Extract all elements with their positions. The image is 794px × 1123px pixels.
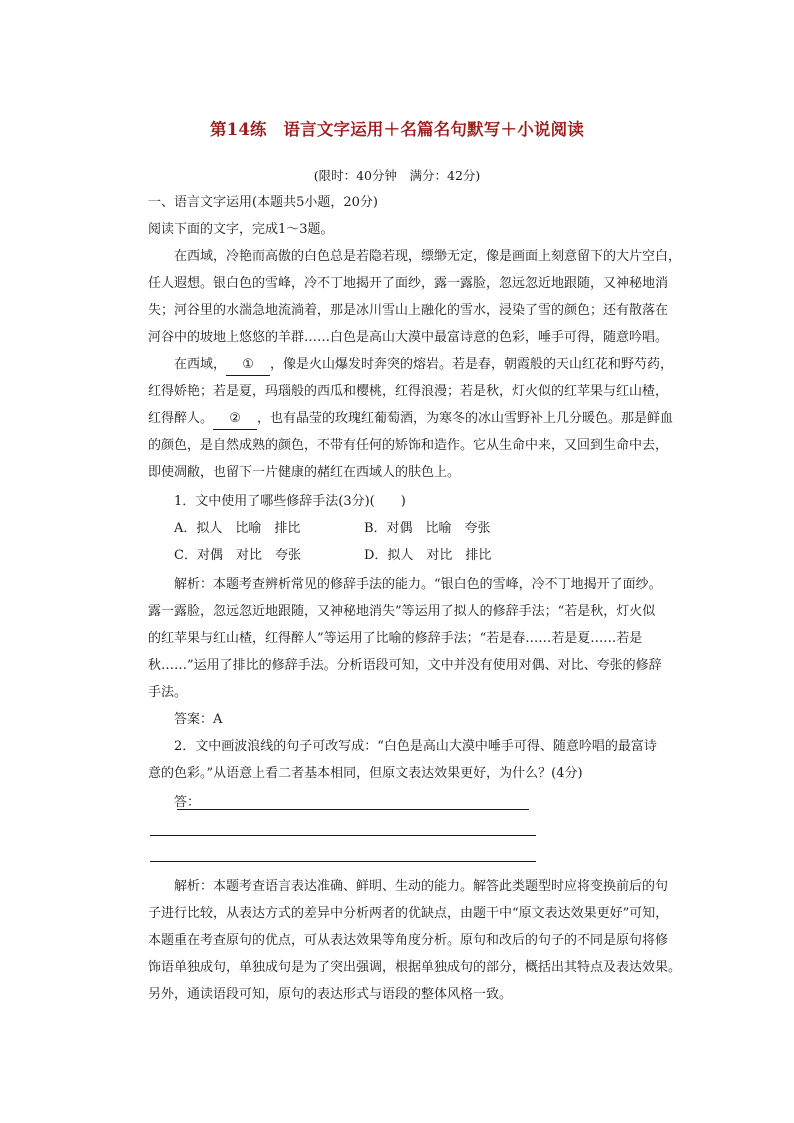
passage-p2-line3: [148, 409, 673, 429]
passage-p1-line1: 在西域，冷艳而高傲的白色总是若隐若现，缥缈无定，像是画面上刻意留下的大片空白，: [148, 249, 682, 264]
analysis-2-line1: 解析：本题考查语言表达准确、鲜明、生动的能力。解答此类题型时应将变换前后的句: [148, 879, 669, 894]
option-d: D．拟人 对比 排比: [364, 548, 492, 563]
question-2-line2: 意的色彩。”从语意上看二者基本相同，但原文表达效果更好，为什么？(4分): [148, 766, 583, 781]
passage-p2-line4: 的颜色，是自然成熟的颜色，不带有任何的矫饰和造作。它从生命中来，又回到生命中去，: [148, 438, 669, 453]
analysis-1-line5: 手法。: [148, 685, 188, 700]
question-2-line1: 2．文中画波浪线的句子可改写成：“白色是高山大漠中唾手可得、随意吟唱的最富诗: [148, 739, 657, 754]
option-a: A．拟人 比喻 排比: [148, 521, 301, 536]
option-b: B．对偶 比喻 夸张: [364, 521, 491, 536]
analysis-1-line3: 的红苹果与红山楂，红得醉人”等运用了比喻的修辞手法；“若是春……若是夏……若是: [148, 631, 643, 646]
section-heading: 一、语言文字运用(本题共5小题，20分): [148, 195, 378, 210]
analysis-2-line2: 子进行比较，从表达方式的差异中分析两者的优缺点，由题干中“原文表达效果更好”可知，: [148, 906, 669, 921]
analysis-2-line3: 本题重在考查原句的优点，可从表达效果等角度分析。原句和改后的句子的不同是原句将修: [148, 933, 669, 948]
page-title: 第14练 语言文字运用＋名篇名句默写＋小说阅读: [209, 120, 585, 139]
passage-p1-line3: 失；河谷里的水湍急地流淌着，那是冰川雪山上融化的雪水，浸染了雪的颜色；还有散落在: [148, 303, 669, 318]
time-score-limit: (限时：40分钟 满分：42分): [313, 168, 481, 183]
passage-p2-line1: [148, 355, 673, 375]
fill-blank-2: ②: [213, 409, 257, 430]
answer-1: 答案：A: [148, 712, 223, 727]
passage-p2-line2: 红得娇艳；若是夏，玛瑙般的西瓜和樱桃，红得浪漫；若是秋，灯火似的红苹果与红山楂，: [148, 384, 669, 399]
passage-p1-line4: 河谷中的坡地上悠悠的羊群……白色是高山大漠中最富诗意的色彩，唾手可得，随意吟唱。: [148, 330, 669, 345]
answer-line-1[interactable]: [177, 809, 529, 810]
analysis-1-line1: 解析：本题考查辨析常见的修辞手法的能力。“银白色的雪峰，冷不丁地揭开了面纱。: [148, 577, 662, 592]
option-c: C．对偶 对比 夸张: [148, 548, 301, 563]
answer-label: 答：: [148, 795, 201, 810]
answer-line-3[interactable]: [150, 861, 536, 862]
passage-text: 在西域，: [148, 357, 227, 372]
fill-blank-1: ①: [226, 355, 270, 376]
passage-text: ，像是火山爆发时奔突的熔岩。若是春，朝霞般的天山红花和野芍药，: [270, 357, 674, 372]
passage-p2-line5: 即使凋敝，也留下一片健康的赭红在西域人的肤色上。: [148, 465, 461, 480]
reading-instruction: 阅读下面的文字，完成1～3题。: [148, 222, 334, 237]
analysis-2-line4: 饰语单独成句，单独成句是为了突出强调，根据单独成句的部分，概括出其特点及表达效果。: [148, 960, 682, 975]
question-1: 1．文中使用了哪些修辞手法(3分)( ): [148, 494, 406, 509]
analysis-1-line2: 露一露脸，忽远忽近地跟随，又神秘地消失”等运用了拟人的修辞手法；“若是秋，灯火似: [148, 604, 656, 619]
analysis-1-line4: 秋……”运用了排比的修辞手法。分析语段可知，文中并没有使用对偶、对比、夸张的修辞: [148, 658, 662, 673]
analysis-2-line5: 另外，通读语段可知，原句的表达形式与语段的整体风格一致。: [148, 987, 513, 1002]
passage-text: ，也有晶莹的玫瑰红葡萄酒，为寒冬的冰山雪野补上几分暖色。那是鲜血: [257, 411, 674, 426]
passage-text: 红得醉人。: [148, 411, 214, 426]
answer-line-2[interactable]: [150, 835, 536, 836]
passage-p1-line2: 任人遐想。银白色的雪峰，冷不丁地揭开了面纱，露一露脸，忽远忽近地跟随，又神秘地消: [148, 276, 669, 291]
